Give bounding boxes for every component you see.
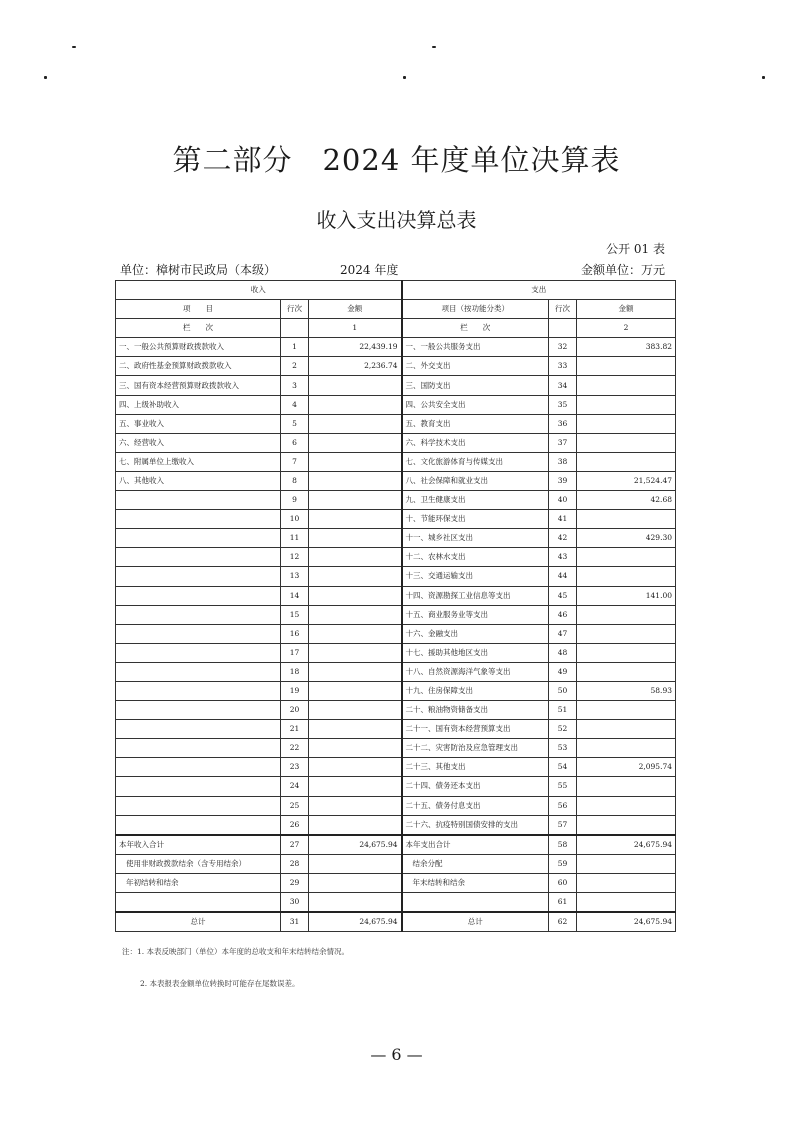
- table-row: [116, 815, 676, 835]
- expense-item: 七、文化旅游体育与传媒支出: [402, 452, 549, 471]
- summary-row: [116, 893, 676, 913]
- expense-item: 二十一、国有资本经营预算支出: [402, 720, 549, 739]
- expense-item: 结余分配: [402, 854, 549, 873]
- income-row-no: 11: [281, 529, 309, 548]
- income-amount: [309, 815, 402, 835]
- income-amount: [309, 893, 402, 913]
- income-row-no: 26: [281, 815, 309, 835]
- note-1: 注：1. 本表反映部门（单位）本年度的总收支和年末结转结余情况。: [122, 947, 350, 956]
- income-row-no: 19: [281, 681, 309, 700]
- income-amount: [309, 720, 402, 739]
- expense-item: 四、公共安全支出: [402, 395, 549, 414]
- expense-item: 十七、援助其他地区支出: [402, 643, 549, 662]
- table-title: 收入支出决算总表: [316, 208, 477, 232]
- income-amount: [309, 758, 402, 777]
- year-label: 2024 年度: [340, 263, 399, 277]
- table-row: [116, 701, 676, 720]
- expense-item: 十三、交通运输支出: [402, 567, 549, 586]
- scan-speck: [403, 76, 406, 79]
- expense-row-no: 62: [549, 912, 577, 932]
- note-2: 2. 本表报表金额单位转换时可能存在尾数误差。: [140, 979, 300, 988]
- income-row-no: 6: [281, 433, 309, 452]
- expense-item: 一、一般公共服务支出: [402, 338, 549, 357]
- income-amount: [309, 662, 402, 681]
- table-row: [116, 452, 676, 471]
- income-row-no: 21: [281, 720, 309, 739]
- expense-row-no: 51: [549, 701, 577, 720]
- expense-row-no: 53: [549, 739, 577, 758]
- expense-item: 二十二、灾害防治及应急管理支出: [402, 739, 549, 758]
- expense-row-no: 58: [549, 835, 577, 855]
- expense-item: 二、外交支出: [402, 357, 549, 376]
- expense-header: 支出: [402, 281, 676, 300]
- expense-item: 二十五、债务付息支出: [402, 796, 549, 815]
- expense-amount: [577, 433, 676, 452]
- income-amount: [309, 491, 402, 510]
- table-row: [116, 338, 676, 357]
- income-item-header: 项 目: [116, 300, 281, 319]
- income-item: 三、国有资本经营预算财政拨款收入: [116, 376, 281, 395]
- expense-row-no: 43: [549, 548, 577, 567]
- income-amount: [309, 643, 402, 662]
- income-item: 七、附属单位上缴收入: [116, 452, 281, 471]
- table-row: [116, 796, 676, 815]
- income-row-no: 13: [281, 567, 309, 586]
- column-number-row: [116, 319, 676, 338]
- income-item: [116, 662, 281, 681]
- expense-row-no: 40: [549, 491, 577, 510]
- income-row-no: 27: [281, 835, 309, 855]
- expense-row-no: 54: [549, 758, 577, 777]
- expense-amount: [577, 873, 676, 892]
- expense-row-no: 32: [549, 338, 577, 357]
- income-item: 一、一般公共预算财政拨款收入: [116, 338, 281, 357]
- expense-item: 二十四、债务还本支出: [402, 777, 549, 796]
- income-amount: [309, 414, 402, 433]
- expense-amount: [577, 605, 676, 624]
- income-row-no: 17: [281, 643, 309, 662]
- expense-row-no: 37: [549, 433, 577, 452]
- income-amount: [309, 567, 402, 586]
- income-amount: [309, 586, 402, 605]
- expense-row-no: 60: [549, 873, 577, 892]
- table-row: [116, 376, 676, 395]
- expense-amount: 24,675.94: [577, 835, 676, 855]
- income-row-no: 3: [281, 376, 309, 395]
- income-item: 本年收入合计: [116, 835, 281, 855]
- table-row: [116, 357, 676, 376]
- table-row: [116, 662, 676, 681]
- scan-speck: [432, 46, 436, 48]
- table-row: [116, 624, 676, 643]
- expense-item: 五、教育支出: [402, 414, 549, 433]
- expense-amount: [577, 395, 676, 414]
- expense-amount: [577, 567, 676, 586]
- income-row-no: 22: [281, 739, 309, 758]
- expense-item: 十四、资源勘探工业信息等支出: [402, 586, 549, 605]
- expense-row-no: 45: [549, 586, 577, 605]
- expense-item: [402, 893, 549, 913]
- expense-item: 十六、金融支出: [402, 624, 549, 643]
- income-item: [116, 796, 281, 815]
- currency-unit-label: 金额单位：万元: [580, 263, 665, 277]
- income-row-no: 10: [281, 510, 309, 529]
- income-amount: [309, 376, 402, 395]
- income-row-no: 28: [281, 854, 309, 873]
- expense-row-no: 50: [549, 681, 577, 700]
- expense-amount: 141.00: [577, 586, 676, 605]
- expense-row-no: 44: [549, 567, 577, 586]
- expense-row-no: 42: [549, 529, 577, 548]
- expense-item: 十一、城乡社区支出: [402, 529, 549, 548]
- income-amount: [309, 624, 402, 643]
- income-row-no: 16: [281, 624, 309, 643]
- table-row: [116, 548, 676, 567]
- income-item: 五、事业收入: [116, 414, 281, 433]
- income-amount: [309, 395, 402, 414]
- income-item: 总计: [116, 912, 281, 932]
- income-row-no: 14: [281, 586, 309, 605]
- expense-amount: [577, 777, 676, 796]
- table-row: [116, 586, 676, 605]
- table-row: [116, 433, 676, 452]
- table-row: [116, 510, 676, 529]
- income-row-no: 8: [281, 471, 309, 490]
- table-row: [116, 605, 676, 624]
- income-item: [116, 624, 281, 643]
- header-section-row: [116, 281, 676, 300]
- expense-amount: 429.30: [577, 529, 676, 548]
- income-column-number: 1: [309, 319, 402, 338]
- expense-amount: [577, 452, 676, 471]
- income-header: 收入: [116, 281, 402, 300]
- table-row: [116, 395, 676, 414]
- expense-item: 十五、商业服务业等支出: [402, 605, 549, 624]
- income-item: [116, 567, 281, 586]
- income-amount: 22,439.19: [309, 338, 402, 357]
- income-item: [116, 701, 281, 720]
- summary-row: [116, 835, 676, 855]
- page-number: — 6 —: [370, 1045, 423, 1064]
- expense-row-no: 49: [549, 662, 577, 681]
- income-row-no: 20: [281, 701, 309, 720]
- income-item: [116, 605, 281, 624]
- budget-table: [115, 280, 676, 932]
- expense-item: 二十六、抗疫特别国债安排的支出: [402, 815, 549, 835]
- income-column-no-label: 栏 次: [116, 319, 281, 338]
- income-row-no: 12: [281, 548, 309, 567]
- header-columns-row: [116, 300, 676, 319]
- expense-item: 九、卫生健康支出: [402, 491, 549, 510]
- expense-column-no-label: 栏 次: [402, 319, 549, 338]
- notes: [122, 946, 349, 1010]
- expense-item: 本年支出合计: [402, 835, 549, 855]
- income-row-no: 25: [281, 796, 309, 815]
- total-row: [116, 912, 676, 932]
- expense-amount: [577, 893, 676, 913]
- income-amount: 2,236.74: [309, 357, 402, 376]
- expense-amount: [577, 854, 676, 873]
- income-item: [116, 548, 281, 567]
- income-amount: [309, 605, 402, 624]
- income-row-no: 7: [281, 452, 309, 471]
- expense-item: 十八、自然资源海洋气象等支出: [402, 662, 549, 681]
- expense-item-header: 项目（按功能分类）: [402, 300, 549, 319]
- table-row: [116, 471, 676, 490]
- income-item: [116, 681, 281, 700]
- expense-amount: [577, 701, 676, 720]
- income-item: [116, 815, 281, 835]
- expense-item: 二十三、其他支出: [402, 758, 549, 777]
- income-item: 年初结转和结余: [116, 873, 281, 892]
- income-item: [116, 893, 281, 913]
- expense-row-no: 38: [549, 452, 577, 471]
- income-item: 八、其他收入: [116, 471, 281, 490]
- income-item: 四、上级补助收入: [116, 395, 281, 414]
- income-row-no: 24: [281, 777, 309, 796]
- expense-row-no: 56: [549, 796, 577, 815]
- expense-item: 三、国防支出: [402, 376, 549, 395]
- expense-amount: [577, 376, 676, 395]
- income-item: [116, 777, 281, 796]
- expense-row-no: 36: [549, 414, 577, 433]
- expense-amount: 383.82: [577, 338, 676, 357]
- income-row-no: 5: [281, 414, 309, 433]
- income-item: [116, 586, 281, 605]
- expense-amount: 58.93: [577, 681, 676, 700]
- empty-cell: [281, 319, 309, 338]
- income-row-no: 15: [281, 605, 309, 624]
- income-row-no: 2: [281, 357, 309, 376]
- income-item: [116, 491, 281, 510]
- income-item: [116, 510, 281, 529]
- income-amount: 24,675.94: [309, 912, 402, 932]
- income-amount: [309, 452, 402, 471]
- expense-amount: [577, 643, 676, 662]
- expense-amount: [577, 357, 676, 376]
- income-row-no: 31: [281, 912, 309, 932]
- expense-amount-header: 金额: [577, 300, 676, 319]
- income-row-no: 29: [281, 873, 309, 892]
- expense-item: 十二、农林水支出: [402, 548, 549, 567]
- expense-row-no: 34: [549, 376, 577, 395]
- table-row: [116, 643, 676, 662]
- table-row: [116, 529, 676, 548]
- expense-row-no-header: 行次: [549, 300, 577, 319]
- scan-speck: [44, 76, 47, 79]
- empty-cell: [549, 319, 577, 338]
- expense-row-no: 52: [549, 720, 577, 739]
- table-row: [116, 681, 676, 700]
- income-row-no: 18: [281, 662, 309, 681]
- expense-row-no: 47: [549, 624, 577, 643]
- expense-amount: [577, 548, 676, 567]
- unit-label: 单位：樟树市民政局（本级）: [120, 263, 277, 277]
- table-row: [116, 567, 676, 586]
- income-item: [116, 758, 281, 777]
- expense-amount: [577, 739, 676, 758]
- income-amount: [309, 854, 402, 873]
- scan-speck: [72, 46, 76, 48]
- income-amount: 24,675.94: [309, 835, 402, 855]
- expense-item: 年末结转和结余: [402, 873, 549, 892]
- page-title: 第二部分 2024 年度单位决算表: [172, 143, 621, 177]
- expense-row-no: 35: [549, 395, 577, 414]
- table-row: [116, 739, 676, 758]
- expense-column-number: 2: [577, 319, 676, 338]
- expense-amount: 24,675.94: [577, 912, 676, 932]
- income-row-no: 1: [281, 338, 309, 357]
- income-item: [116, 720, 281, 739]
- expense-row-no: 57: [549, 815, 577, 835]
- income-amount: [309, 873, 402, 892]
- income-item: [116, 739, 281, 758]
- income-item: [116, 643, 281, 662]
- expense-row-no: 59: [549, 854, 577, 873]
- income-item: [116, 529, 281, 548]
- income-row-no: 30: [281, 893, 309, 913]
- expense-row-no: 33: [549, 357, 577, 376]
- expense-item: 八、社会保障和就业支出: [402, 471, 549, 490]
- summary-row: [116, 854, 676, 873]
- expense-amount: [577, 624, 676, 643]
- table-row: [116, 720, 676, 739]
- expense-amount: 21,524.47: [577, 471, 676, 490]
- expense-row-no: 48: [549, 643, 577, 662]
- summary-row: [116, 873, 676, 892]
- form-number: 公开 01 表: [606, 242, 665, 256]
- expense-amount: [577, 815, 676, 835]
- expense-row-no: 55: [549, 777, 577, 796]
- expense-item: 二十、粮油物资储备支出: [402, 701, 549, 720]
- expense-amount: [577, 720, 676, 739]
- income-amount: [309, 681, 402, 700]
- income-amount: [309, 548, 402, 567]
- expense-item: 十九、住房保障支出: [402, 681, 549, 700]
- income-item: 六、经营收入: [116, 433, 281, 452]
- income-amount: [309, 471, 402, 490]
- expense-item: 六、科学技术支出: [402, 433, 549, 452]
- expense-item: 总计: [402, 912, 549, 932]
- table-row: [116, 491, 676, 510]
- income-row-no: 4: [281, 395, 309, 414]
- table-row: [116, 414, 676, 433]
- income-amount: [309, 701, 402, 720]
- expense-item: 十、节能环保支出: [402, 510, 549, 529]
- income-row-no: 9: [281, 491, 309, 510]
- expense-amount: 42.68: [577, 491, 676, 510]
- scan-speck: [762, 76, 765, 79]
- income-amount: [309, 777, 402, 796]
- income-amount: [309, 739, 402, 758]
- expense-row-no: 46: [549, 605, 577, 624]
- income-item: 使用非财政拨款结余（含专用结余）: [116, 854, 281, 873]
- expense-row-no: 39: [549, 471, 577, 490]
- table-row: [116, 777, 676, 796]
- income-item: 二、政府性基金预算财政拨款收入: [116, 357, 281, 376]
- expense-amount: [577, 662, 676, 681]
- expense-row-no: 41: [549, 510, 577, 529]
- income-amount: [309, 529, 402, 548]
- income-row-no: 23: [281, 758, 309, 777]
- income-amount: [309, 510, 402, 529]
- expense-amount: [577, 510, 676, 529]
- income-amount-header: 金额: [309, 300, 402, 319]
- expense-row-no: 61: [549, 893, 577, 913]
- expense-amount: [577, 796, 676, 815]
- expense-amount: [577, 414, 676, 433]
- table-row: [116, 758, 676, 777]
- income-amount: [309, 796, 402, 815]
- expense-amount: 2,095.74: [577, 758, 676, 777]
- income-amount: [309, 433, 402, 452]
- income-row-no-header: 行次: [281, 300, 309, 319]
